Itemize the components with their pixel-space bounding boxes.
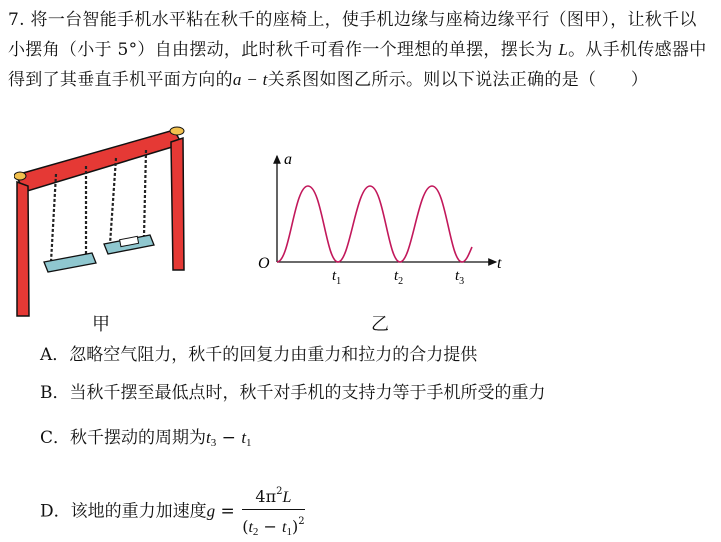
swing-left-post (17, 182, 29, 316)
line2-pre: 小摆角（小于 5°）自由摆动，此时秋千可看作一个理想的单摆，摆长为 (8, 40, 559, 60)
option-d-numerator (242, 482, 304, 510)
question-line-3 (8, 65, 713, 95)
option-c-t3-sub: 3 (210, 437, 217, 449)
option-c-t1-sub: 1 (246, 437, 252, 449)
option-c-text: C．秋千摆动的周期为 (40, 428, 207, 448)
option-d-fraction (242, 482, 304, 542)
tick-t1: $t_1$ (332, 268, 342, 287)
option-b[interactable]: B．当秋千摆至最低点时，秋千对手机的支持力等于手机所受的重力 (40, 383, 546, 403)
swing-post-cap-left (14, 172, 26, 180)
line3-post: 关系图如图乙所示。则以下说法正确的是（ ） (267, 70, 649, 90)
den-close: ) (291, 517, 299, 536)
option-c-t1: t (241, 428, 247, 447)
option-c[interactable] (40, 423, 252, 449)
tick-t2: $t_2$ (394, 268, 404, 287)
figure-caption-yi: 乙 (371, 314, 389, 335)
y-axis-label: a (284, 151, 292, 168)
den-sup: 2 (298, 516, 305, 527)
option-d-denominator (242, 510, 304, 542)
right-seat-chains (110, 150, 146, 244)
option-d-g: g (206, 501, 216, 521)
den-t2-sub: 2 (252, 526, 259, 538)
option-d-eq: = (215, 501, 241, 522)
origin-label: O (258, 255, 270, 272)
option-a[interactable]: A．忽略空气阻力，秋千的回复力由重力和拉力的合力提供 (40, 345, 478, 365)
question-line-2 (8, 35, 713, 65)
question-line-1: 7. 将一台智能手机水平粘在秋千的座椅上，使手机边缘与座椅边缘平行（图甲），让秋千以 (8, 10, 697, 30)
a-t-var: a − t (232, 70, 268, 89)
acceleration-curve (277, 186, 472, 262)
x-axis-label: t (497, 255, 502, 272)
num-sup: 2 (276, 486, 283, 497)
swing-top-beam (16, 130, 182, 192)
option-d-text: D．该地的重力加速度 (40, 501, 207, 522)
den-minus: − (258, 517, 282, 536)
den-t2: t (248, 519, 253, 536)
swing-post-cap-right (170, 127, 184, 135)
line3-pre: 得到了其垂直手机平面方向的 (8, 70, 233, 90)
swing-right-post (171, 138, 184, 270)
option-c-t3: t (206, 428, 211, 447)
den-t1-sub: 1 (286, 526, 292, 538)
swing-illustration (14, 120, 194, 320)
acceleration-time-graph (250, 150, 510, 290)
question-stem (8, 6, 713, 95)
pendulum-length-var: L (558, 40, 569, 59)
line2-post: 。从手机传感器中 (568, 40, 707, 60)
option-c-minus: − (216, 428, 242, 448)
option-d[interactable] (40, 482, 305, 542)
num-4pi: 4π (255, 487, 277, 506)
den-t1: t (281, 519, 287, 536)
tick-t3: $t_3$ (455, 268, 465, 287)
num-L: L (282, 489, 292, 506)
den-open: ( (242, 517, 249, 536)
figure-caption-jia: 甲 (92, 314, 110, 335)
left-seat-chains (51, 166, 86, 262)
